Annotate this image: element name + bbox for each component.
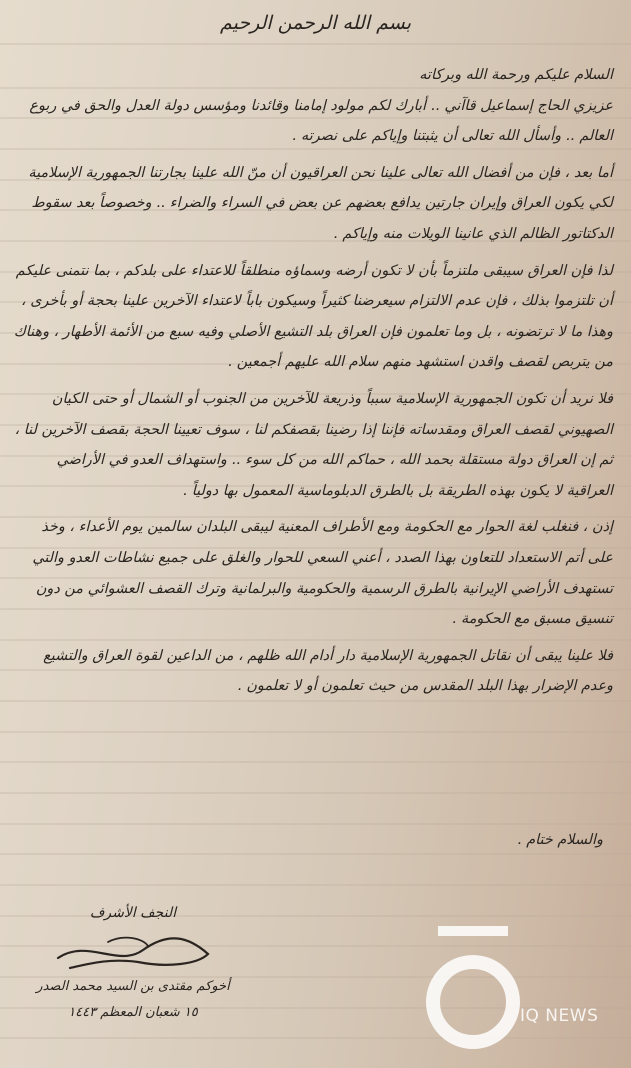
- closing-line: والسلام ختام .: [517, 832, 603, 848]
- handwritten-signature: [48, 928, 218, 972]
- paragraph-3: لذا فإن العراق سيبقى ملتزماً بأن لا تكون أرضه وسماؤه منطلقاً للاعتداء على بلدكم ، بما نتمنى عليكم أن تلتزموا بذلك ، فإن عدم الالتزام سيعرضنا كثيراً وسيكون باباً لاعتداء الآخرين علينا بحجة أو بأخرى ، وهذا ما لا ترتضونه ، بل وما تعلمون فإن العراق بلد التشيع الأصلي وفيه سبع من الأئمة الأطهار ، وهناك من يتربص لقصف واقدن استشهد منهم سلام الله عليهم أجمعين .: [13, 262, 613, 371]
- watermark-brand: IQ NEWS: [520, 1006, 599, 1026]
- signature-name: أخوكم مقتدى بن السيد محمد الصدر: [36, 979, 230, 994]
- signature-date: ١٥ شعبان المعظم ١٤٤٣: [68, 1005, 198, 1020]
- paragraph-6: فلا علينا يبقى أن نقاتل الجمهورية الإسلامية دار أدام الله ظلهم ، من الداعين لقوة العراق والتشيع وعدم الإضرار بهذا البلد المقدس من حيث تعلمون أو لا تعلمون .: [43, 647, 613, 695]
- greeting: السلام عليكم ورحمة الله وبركاته: [419, 67, 613, 83]
- paragraph-2: أما بعد ، فإن من أفضال الله تعالى علينا نحن العراقيون أن منّ الله علينا بجارتنا الجمهورية الإسلامية لكي يكون العراق وإيران جارتين يدافع بعضهم عن بعض في السراء والضراء .. وخصوصاً بعد سقوط الدكتاتور الظالم الذي عانينا الويلات منه وإياكم .: [28, 164, 613, 242]
- signature-block: [18, 900, 248, 1026]
- signature-place: النجف الأشرف: [89, 905, 177, 921]
- paragraph-1: عزيزي الحاج إسماعيل قاآني .. أبارك لكم مولود إمامنا وقائدنا ومؤسس دولة العدل والحق في ربوع العالم .. وأسأل الله تعالى أن يثبتنا وإياكم على نصرته .: [29, 97, 613, 145]
- basmala-heading: بسم الله الرحمن الرحيم: [220, 12, 411, 34]
- letter-body: [13, 60, 613, 702]
- paragraph-5: إذن ، فنغلب لغة الحوار مع الحكومة ومع الأطراف المعنية ليبقى البلدان سالمين يوم الأعداء ، وخذ على أتم الاستعداد للتعاون بهذا الصدد ، أعني السعي للحوار والغلق على جميع نشاطات العدو والتي تستهدف الأراضي الإيرانية بالطرق الرسمية والحكومية والبرلمانية وترك القصف العشوائي من دون تنسيق مسبق مع الحكومة .: [32, 519, 613, 628]
- iq-news-logo-icon: [408, 918, 618, 1058]
- paragraph-4: فلا نريد أن تكون الجمهورية الإسلامية سبباً وذريعة للآخرين من الجنوب أو الشمال أو حتى الكيان الصهيوني لقصف العراق ومقدساته فإننا إذا رضينا بقصفكم لنا ، سوف تعيينا الحجة بقصف الآخرين لنا ، ثم إن العراق دولة مستقلة بحمد الله ، حماكم الله من كل سوء .. واستهداف العدو في الأراضي العراقية لا يكون بهذه الطريقة بل بالطرق الدبلوماسية المعمول بها دولياً .: [14, 390, 613, 499]
